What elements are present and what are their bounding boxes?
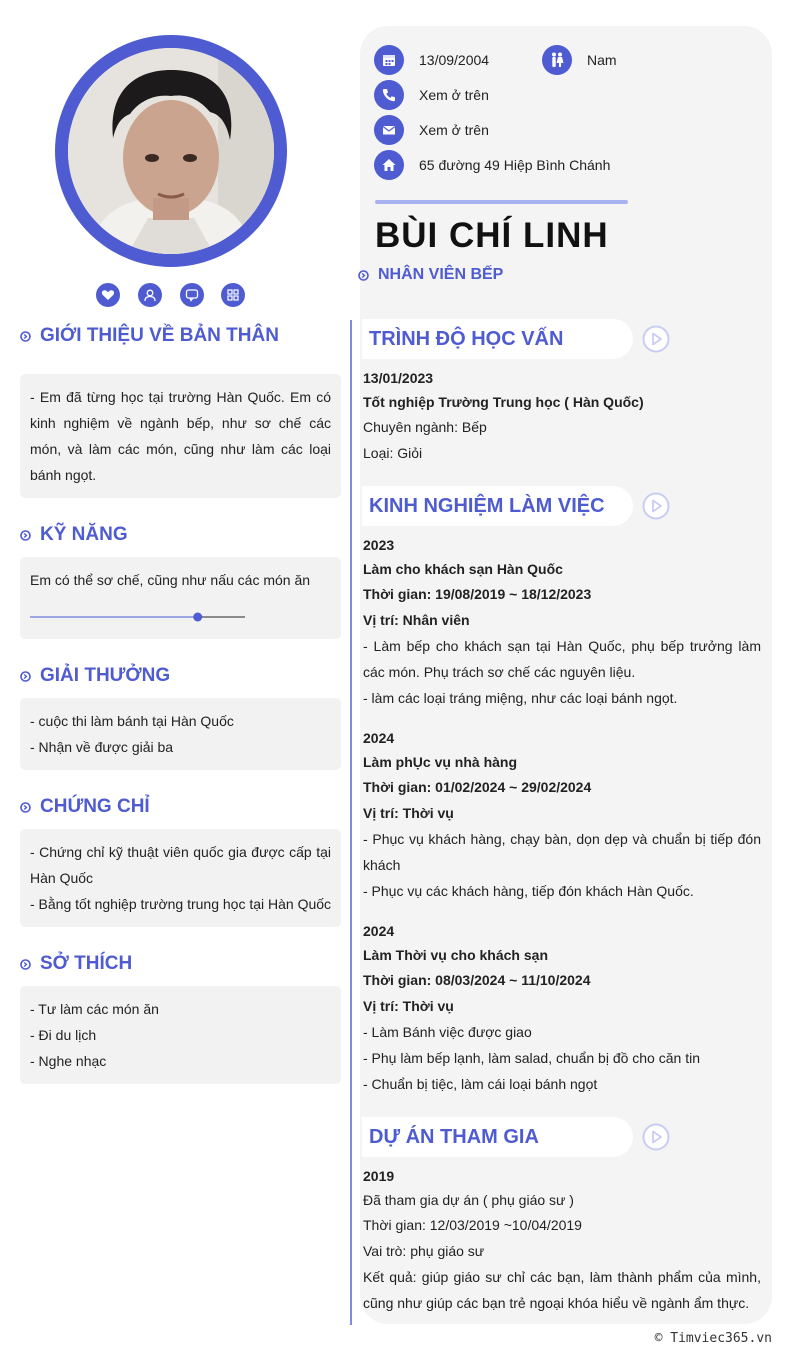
certificates-heading — [20, 796, 150, 818]
job-description: - làm các loại tráng miệng, như các loại bánh ngọt. — [363, 690, 678, 706]
skills-heading — [20, 524, 128, 546]
column-divider — [350, 320, 352, 1325]
education-grade: Loại: Giỏi — [363, 445, 423, 461]
education-major: Chuyên ngành: Bếp — [363, 419, 487, 435]
awards-heading — [20, 665, 170, 687]
job-year: 2024 — [363, 730, 395, 746]
gender-row — [542, 45, 617, 75]
bullet-icon — [20, 802, 31, 813]
job-year: 2023 — [363, 537, 395, 553]
address-text: 65 đường 49 Hiệp Bình Chánh — [419, 157, 611, 173]
job-position: Vị trí: Nhân viên — [363, 612, 470, 628]
avatar — [55, 35, 287, 267]
hobby-item: - Đi du lịch — [30, 1027, 97, 1043]
job-description: - Phục vụ các khách hàng, tiếp đón khách Hàn Quốc. — [363, 883, 694, 899]
job-period: Thời gian: 01/02/2024 ~ 29/02/2024 — [363, 779, 592, 795]
candidate-name: BÙI CHÍ LINH — [375, 216, 609, 255]
project-result: Kết quả: giúp giáo sư chỉ các bạn, làm thành phẩm của mình, cũng như giúp các bạn trẻ ngoại khóa hiểu về ngành ẩm thực. — [363, 1269, 761, 1311]
play-circle-icon — [642, 325, 670, 353]
hobbies-heading — [20, 953, 132, 975]
phone-text: Xem ở trên — [419, 87, 489, 103]
hobby-item: - Nghe nhạc — [30, 1053, 107, 1069]
envelope-icon — [374, 115, 404, 145]
job-period: Thời gian: 08/03/2024 ~ 11/10/2024 — [363, 972, 591, 988]
job-description: - Làm Bánh việc được giao — [363, 1024, 532, 1040]
grid-icon[interactable] — [221, 283, 245, 307]
bullet-icon — [20, 331, 31, 342]
about-title: GIỚI THIỆU VỀ BẢN THÂN — [40, 325, 279, 346]
hobbies-title: SỞ THÍCH — [40, 953, 133, 974]
certificate-item: - Bằng tốt nghiệp trường trung học tại Hàn Quốc — [30, 896, 332, 912]
bullet-icon — [20, 671, 31, 682]
award-item: - cuộc thi làm bánh tại Hàn Quốc — [30, 713, 234, 729]
name-divider — [375, 200, 628, 204]
job-description: - Chuẩn bị tiệc, làm cái loại bánh ngọt — [363, 1076, 598, 1092]
address-row — [374, 150, 610, 180]
certificates-title: CHỨNG CHỈ — [40, 796, 150, 817]
project-name: Đã tham gia dự án ( phụ giáo sư ) — [363, 1192, 574, 1208]
hobby-item: - Tư làm các món ăn — [30, 1001, 159, 1017]
heart-icon[interactable] — [96, 283, 120, 307]
job-description: - Phụ làm bếp lạnh, làm salad, chuẩn bị đồ cho căn tin — [363, 1050, 700, 1066]
chat-icon[interactable] — [180, 283, 204, 307]
skill-level-bar — [30, 611, 245, 623]
job-company: Làm phỤc vụ nhà hàng — [363, 754, 518, 770]
bullet-icon — [20, 530, 31, 541]
hobbies-box — [20, 986, 341, 1084]
email-text: Xem ở trên — [419, 122, 489, 138]
project-year: 2019 — [363, 1168, 395, 1184]
footer-credit: © Timviec365.vn — [654, 1331, 772, 1346]
project-role: Vai trò: phụ giáo sư — [363, 1243, 485, 1259]
user-icon[interactable] — [138, 283, 162, 307]
awards-box — [20, 698, 341, 770]
email-row — [374, 115, 489, 145]
job-title-text: NHÂN VIÊN BẾP — [378, 266, 504, 283]
awards-title: GIẢI THƯỞNG — [40, 665, 171, 686]
education-date: 13/01/2023 — [363, 370, 434, 386]
skills-title: KỸ NĂNG — [40, 524, 128, 545]
skills-box — [20, 557, 341, 639]
bullet-icon — [358, 270, 369, 281]
projects-heading: DỰ ÁN THAM GIA — [362, 1117, 633, 1157]
birthdate-text: 13/09/2004 — [419, 52, 490, 68]
job-description: - Phục vụ khách hàng, chạy bàn, dọn dẹp và chuẩn bị tiếp đón khách — [363, 831, 761, 873]
job-year: 2024 — [363, 923, 395, 939]
job-company: Làm cho khách sạn Hàn Quốc — [363, 561, 563, 577]
certificates-box — [20, 829, 341, 927]
gender-icon — [542, 45, 572, 75]
job-description: - Làm bếp cho khách sạn tại Hàn Quốc, phụ bếp trưởng làm các món. Phụ trách sơ chế các nguyên liệu. — [363, 638, 761, 680]
job-title — [358, 266, 503, 284]
home-icon — [374, 150, 404, 180]
experience-heading: KINH NGHIỆM LÀM VIỆC — [362, 486, 633, 526]
calendar-icon — [374, 45, 404, 75]
education-school: Tốt nghiệp Trường Trung học ( Hàn Quốc) — [363, 394, 644, 410]
gender-text: Nam — [587, 52, 617, 68]
phone-row — [374, 80, 489, 110]
about-box — [20, 374, 341, 498]
avatar-photo — [68, 48, 274, 254]
about-heading — [20, 325, 279, 347]
project-period: Thời gian: 12/03/2019 ~10/04/2019 — [363, 1217, 582, 1233]
play-circle-icon — [642, 492, 670, 520]
certificate-item: - Chứng chỉ kỹ thuật viên quốc gia được cấp tại Hàn Quốc — [30, 844, 331, 886]
job-position: Vị trí: Thời vụ — [363, 998, 454, 1014]
award-item: - Nhận về được giải ba — [30, 739, 174, 755]
birthdate-row — [374, 45, 489, 75]
phone-icon — [374, 80, 404, 110]
skill-text: Em có thể sơ chế, cũng như nấu các món ăn — [30, 572, 311, 588]
bullet-icon — [20, 959, 31, 970]
play-circle-icon — [642, 1123, 670, 1151]
job-period: Thời gian: 19/08/2019 ~ 18/12/2023 — [363, 586, 592, 602]
about-text: - Em đã từng học tại trường Hàn Quốc. Em có kinh nghiệm về ngành bếp, như sơ chế các món, và làm các món, cũng như làm các loại bánh ngọt. — [30, 389, 331, 483]
job-company: Làm Thời vụ cho khách sạn — [363, 947, 548, 963]
education-heading: TRÌNH ĐỘ HỌC VẤN — [362, 319, 633, 359]
job-position: Vị trí: Thời vụ — [363, 805, 454, 821]
